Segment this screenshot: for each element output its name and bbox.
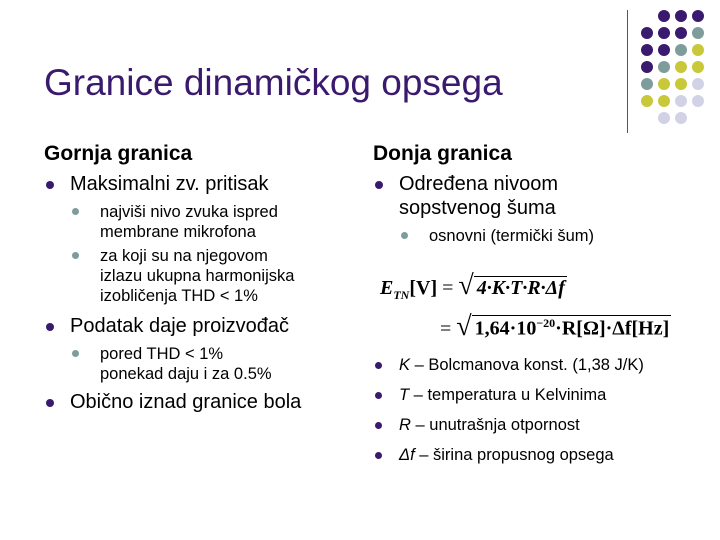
decorative-dot [658,61,670,73]
left-heading: Gornja granica [44,142,193,165]
decorative-dot [692,10,704,22]
def-resistance: R – unutrašnja otpornost [373,415,713,435]
bullet-pain-threshold: Obično iznad granice bola [44,390,364,414]
sub-bullet-thd-values: pored THD < 1% ponekad daju i za 0.5% [44,344,364,384]
decorative-dot [641,44,653,56]
right-column [373,140,713,250]
decorative-dot [692,44,704,56]
sub-bullet-highest-level: najviši nivo zvuka ispred membrane mikrofona [44,202,364,242]
sub-bullet-thermal-noise: osnovni (termički šum) [373,226,713,246]
divider-line [627,10,628,133]
right-heading: Donja granica [373,142,512,165]
def-temperature: T – temperatura u Kelvinima [373,385,713,405]
decorative-dot [658,10,670,22]
decorative-dot [692,27,704,39]
decorative-dot [658,44,670,56]
bullet-manufacturer: Podatak daje proizvođač [44,314,364,338]
decorative-dot [675,61,687,73]
decorative-dot [641,61,653,73]
noise-equation-2: = √ $1,64\cdot 10^{-20}\cdot R[\Omega]\cdot\Delta f[Hz]$ [440,311,670,342]
left-column [44,140,364,420]
definitions-list [373,355,713,475]
def-bandwidth: Δf – širina propusnog opsega [373,445,713,465]
bullet-max-pressure: Maksimalni zv. pritisak [44,172,364,196]
decorative-dot [675,27,687,39]
decorative-dot [641,78,653,90]
decorative-dot [641,95,653,107]
decorative-dot [658,95,670,107]
decorative-dots [641,10,711,134]
decorative-dot [675,10,687,22]
decorative-dot [658,112,670,124]
noise-equation-1: $E_{TN}[V]$ = √ 4·K·T·R·Δf [380,270,565,302]
slide-title: Granice dinamičkog opsega [44,62,503,103]
decorative-dot [692,61,704,73]
decorative-dot [692,78,704,90]
bullet-noise-level: Određena nivoom sopstvenog šuma [373,172,713,220]
decorative-dot [692,95,704,107]
def-boltzmann: K – Bolcmanova konst. (1,38 J/K) [373,355,713,375]
decorative-dot [675,44,687,56]
decorative-dot [658,78,670,90]
decorative-dot [675,95,687,107]
decorative-dot [641,27,653,39]
decorative-dot [675,112,687,124]
decorative-dot [675,78,687,90]
decorative-dot [658,27,670,39]
sub-bullet-thd: za koji su na njegovom izlazu ukupna harmonijska izobličenja THD < 1% [44,246,364,306]
